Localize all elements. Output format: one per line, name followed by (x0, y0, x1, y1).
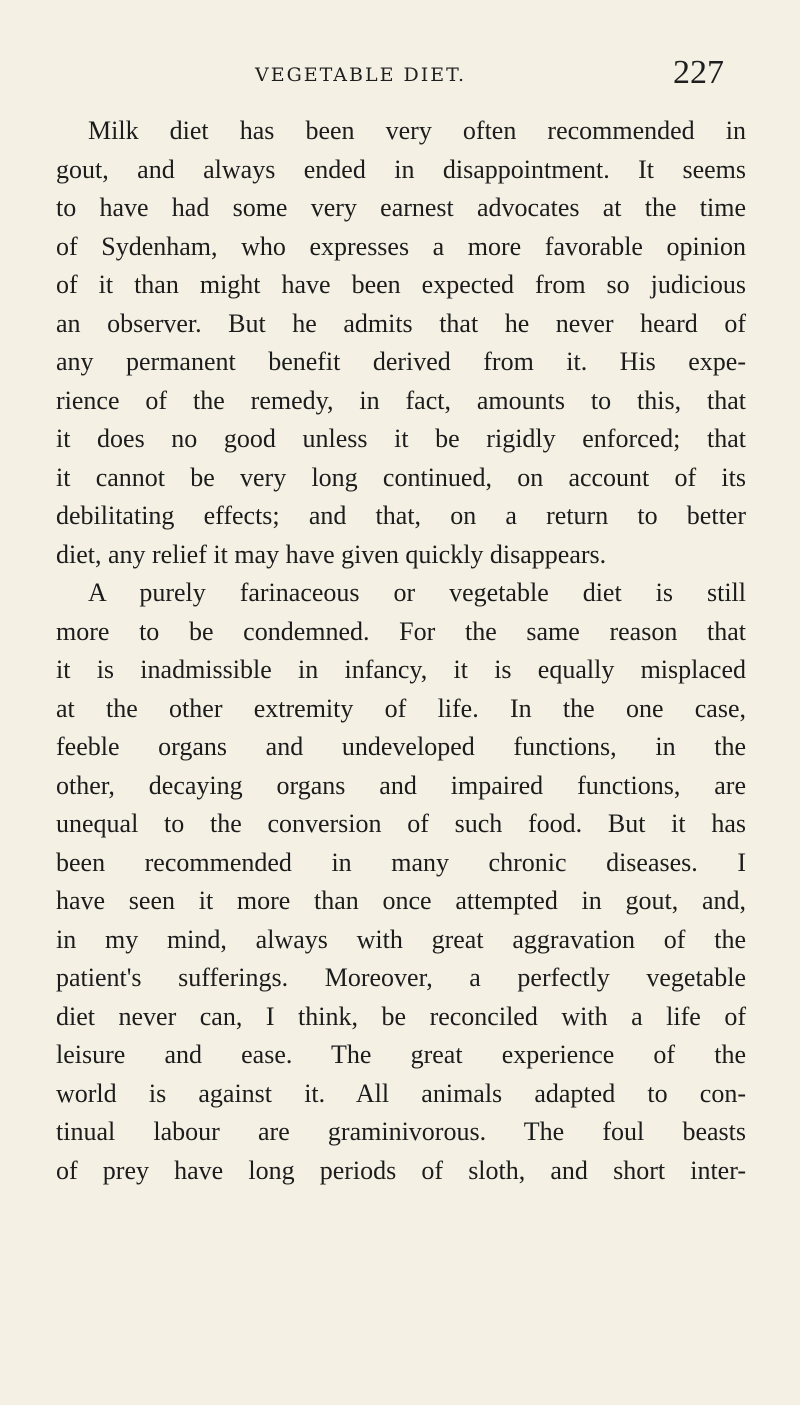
text-line: at the other extremity of life. In the one case, (56, 693, 746, 723)
text-line: an observer. But he admits that he never heard of (56, 308, 746, 338)
text-line: debilitating effects; and that, on a return to better (56, 501, 746, 530)
text-line: been recommended in many chronic diseases. I (56, 847, 746, 877)
text-line: A purely farinaceous or vegetable diet is still (88, 578, 746, 607)
text-line: leisure and ease. The great experience of the (56, 1040, 746, 1069)
text-line: have seen it more than once attempted in gout, and, (56, 886, 746, 915)
text-line: in my mind, always with great aggravation of the (56, 924, 746, 954)
page-number: 227 (673, 54, 724, 91)
text-line: it is inadmissible in infancy, it is equally misplaced (56, 655, 746, 684)
running-head (0, 54, 800, 100)
text-line: rience of the remedy, in fact, amounts to this, that (56, 385, 746, 415)
text-line: it does no good unless it be rigidly enforced; that (56, 424, 746, 453)
text-line: other, decaying organs and impaired functions, are (56, 770, 746, 800)
text-line: world is against it. All animals adapted to con- (56, 1078, 746, 1108)
text-line: any permanent benefit derived from it. His expe- (56, 347, 746, 376)
body-text (56, 112, 746, 1190)
text-line: gout, and always ended in disappointment. It seems (56, 154, 746, 184)
text-line: feeble organs and undeveloped functions, in the (56, 732, 746, 761)
text-line: of it than might have been expected from so judicious (56, 270, 746, 299)
text-line: to have had some very earnest advocates at the time (56, 193, 746, 222)
text-line: patient's sufferings. Moreover, a perfectly vegetable (56, 963, 746, 992)
text-line: Milk diet has been very often recommended in (88, 116, 746, 145)
text-line: it cannot be very long continued, on account of its (56, 462, 746, 492)
text-line: more to be condemned. For the same reason that (56, 616, 746, 646)
text-line: tinual labour are graminivorous. The foul beasts (56, 1117, 746, 1146)
text-line: of prey have long periods of sloth, and short inter- (56, 1155, 746, 1185)
text-line: diet never can, I think, be reconciled with a life of (56, 1001, 746, 1031)
text-line: unequal to the conversion of such food. But it has (56, 809, 746, 838)
text-line: diet, any relief it may have given quickly disappears. (56, 539, 607, 569)
running-title: VEGETABLE DIET. (255, 64, 467, 86)
text-line: of Sydenham, who expresses a more favorable opinion (56, 231, 746, 261)
